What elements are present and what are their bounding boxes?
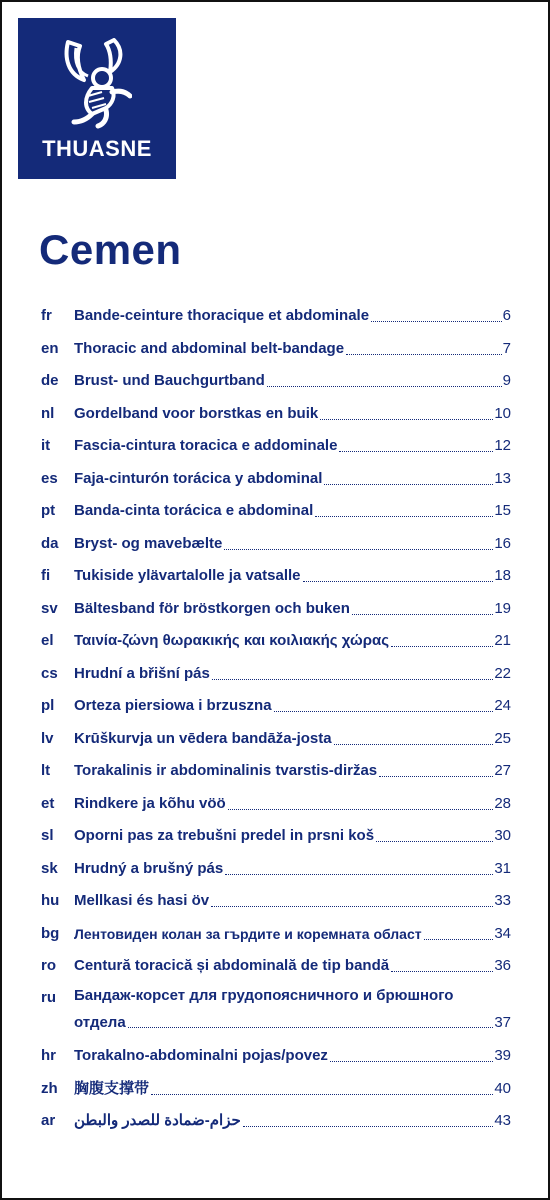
language-code: bg	[41, 924, 60, 942]
toc-page-number: 28	[494, 794, 511, 812]
toc-page-number: 16	[494, 534, 511, 552]
toc-row-sk[interactable]	[2, 853, 550, 885]
toc-row-sv[interactable]	[2, 593, 550, 625]
language-code: sl	[41, 827, 54, 844]
page-title: Cemen	[39, 226, 182, 273]
toc-page-number: 36	[494, 957, 511, 974]
toc-row-pl[interactable]	[2, 690, 550, 722]
toc-row-it[interactable]	[2, 430, 550, 462]
dot-leader	[324, 484, 493, 485]
toc-label: Bältesband för bröstkorgen och buken	[74, 599, 350, 617]
dot-leader	[334, 744, 494, 745]
dot-leader	[225, 874, 493, 875]
toc-row-nl[interactable]	[2, 398, 550, 430]
language-code: zh	[41, 1079, 58, 1097]
toc-page-number: 13	[494, 469, 511, 487]
cherub-logo-icon	[62, 38, 132, 130]
toc-label: Mellkasi és hasi öv	[74, 892, 210, 909]
language-code: hr	[41, 1047, 56, 1064]
language-code: hu	[41, 892, 60, 909]
toc-page-number: 6	[502, 307, 511, 324]
dot-leader	[303, 581, 494, 582]
toc-page-number: 43	[494, 1112, 511, 1129]
language-code: el	[41, 632, 54, 649]
language-code: fi	[41, 567, 51, 584]
toc-label: Hrudní a břišní pás	[74, 664, 210, 682]
toc-label: Orteza piersiowa i brzuszna	[74, 697, 272, 714]
toc-label: Banda-cinta torácica e abdominal	[74, 502, 314, 519]
toc-row-fi[interactable]	[2, 560, 550, 592]
language-code: et	[41, 794, 55, 812]
language-code: en	[41, 339, 59, 357]
toc-row-lv[interactable]	[2, 723, 550, 755]
toc-page-number: 19	[494, 599, 511, 617]
toc-label: Krūškurvja un vēdera bandāža-josta	[74, 729, 332, 747]
dot-leader	[243, 1126, 494, 1127]
toc-row-et[interactable]	[2, 788, 550, 820]
toc-page-number: 21	[494, 632, 511, 649]
toc-row-zh[interactable]	[2, 1073, 550, 1105]
language-code: nl	[41, 404, 55, 422]
toc-row-ro[interactable]	[2, 950, 550, 982]
language-code: pl	[41, 697, 55, 714]
toc-page-number: 15	[494, 502, 511, 519]
toc-label-line-2: отдела	[74, 1014, 126, 1031]
toc-page-number: 34	[494, 924, 511, 942]
dot-leader	[267, 386, 502, 387]
dot-leader	[151, 1094, 493, 1095]
toc-page-number: 22	[494, 664, 511, 682]
dot-leader	[212, 679, 493, 680]
dot-leader	[128, 1027, 494, 1028]
toc-label: 胸腹支撑带	[74, 1079, 150, 1097]
toc-page-number: 40	[494, 1079, 511, 1097]
toc-label: Torakalno-abdominalni pojas/povez	[74, 1047, 328, 1064]
toc-label: Centură toracică și abdominală de tip bandă	[74, 957, 390, 974]
toc-page-number: 18	[494, 567, 511, 584]
toc-page-number: 33	[494, 892, 511, 909]
language-code: ro	[41, 957, 56, 974]
toc-label: Brust- und Bauchgurtband	[74, 372, 265, 389]
dot-leader	[376, 841, 493, 842]
toc-label: Faja-cinturón torácica y abdominal	[74, 469, 323, 487]
language-code: pt	[41, 502, 56, 519]
dot-leader	[379, 776, 493, 777]
language-code: sv	[41, 599, 58, 617]
toc-label: Лентовиден колан за гърдите и коремната област	[74, 925, 422, 942]
toc-row-es[interactable]	[2, 463, 550, 495]
language-code: cs	[41, 664, 58, 682]
language-code: es	[41, 469, 58, 487]
toc-label: حزام-ضمادة للصدر والبطن	[74, 1112, 241, 1129]
toc-label: Oporni pas za trebušni predel in prsni koš	[74, 827, 375, 844]
toc-row-pt[interactable]	[2, 495, 550, 527]
toc-row-cs[interactable]	[2, 658, 550, 690]
toc-row-ru[interactable]	[2, 982, 550, 1036]
toc-row-hr[interactable]	[2, 1040, 550, 1072]
toc-row-sl[interactable]	[2, 820, 550, 852]
language-code: it	[41, 437, 51, 454]
dot-leader	[330, 1061, 493, 1062]
toc-row-bg[interactable]	[2, 918, 550, 950]
toc-row-fr[interactable]	[2, 300, 550, 332]
toc-page-number: 25	[494, 729, 511, 747]
dot-leader	[228, 809, 494, 810]
toc-label: Thoracic and abdominal belt-bandage	[74, 339, 345, 357]
toc-row-hu[interactable]	[2, 885, 550, 917]
brand-name: THUASNE	[42, 136, 152, 161]
toc-row-ar[interactable]	[2, 1105, 550, 1137]
toc-row-de[interactable]	[2, 365, 550, 397]
dot-leader	[391, 971, 493, 972]
toc-page-number: 7	[502, 339, 511, 357]
language-code: de	[41, 372, 59, 389]
language-code: ar	[41, 1112, 56, 1129]
toc-label: Bande-ceinture thoracique et abdominale	[74, 307, 370, 324]
toc-page-number: 31	[494, 859, 511, 877]
brand-logo	[18, 18, 176, 179]
toc-label: Rindkere ja kõhu vöö	[74, 794, 226, 812]
toc-label: Bryst- og mavebælte	[74, 534, 223, 552]
dot-leader	[315, 516, 493, 517]
toc-label: Gordelband voor borstkas en buik	[74, 404, 319, 422]
language-code: sk	[41, 859, 58, 877]
toc-page-number: 9	[502, 372, 511, 389]
dot-leader	[391, 646, 493, 647]
dot-leader	[352, 614, 493, 615]
language-code: lt	[41, 762, 51, 779]
toc-label: Hrudný a brušný pás	[74, 859, 224, 877]
toc-row-lt[interactable]	[2, 755, 550, 787]
toc-row-el[interactable]	[2, 625, 550, 657]
dot-leader	[320, 419, 493, 420]
toc-page-number: 10	[494, 404, 511, 422]
toc-label: Tukiside ylävartalolle ja vatsalle	[74, 567, 301, 584]
dot-leader	[424, 939, 494, 940]
toc-page-number: 27	[494, 762, 511, 779]
dot-leader	[371, 321, 502, 322]
toc-page-number: 30	[494, 827, 511, 844]
toc-label: Fascia-cintura toracica e addominale	[74, 437, 338, 454]
dot-leader	[274, 711, 494, 712]
language-code: da	[41, 534, 59, 552]
language-code: lv	[41, 729, 54, 747]
dot-leader	[211, 906, 493, 907]
dot-leader	[224, 549, 493, 550]
language-code: ru	[41, 989, 56, 1006]
toc-label-line-1: Бандаж-корсет для грудопоясничного и брюшного	[74, 987, 454, 1004]
dot-leader	[346, 354, 502, 355]
toc-page-number: 37	[494, 1014, 511, 1031]
dot-leader	[339, 451, 493, 452]
toc-page-number: 24	[494, 697, 511, 714]
toc-label: Ταινία-ζώνη θωρακικής και κοιλιακής χώρας	[74, 632, 390, 649]
toc-page-number: 39	[494, 1047, 511, 1064]
toc-label: Torakalinis ir abdominalinis tvarstis-diržas	[74, 762, 378, 779]
language-code: fr	[41, 307, 52, 324]
toc-row-da[interactable]	[2, 528, 550, 560]
toc-row-en[interactable]	[2, 333, 550, 365]
toc-page-number: 12	[494, 437, 511, 454]
